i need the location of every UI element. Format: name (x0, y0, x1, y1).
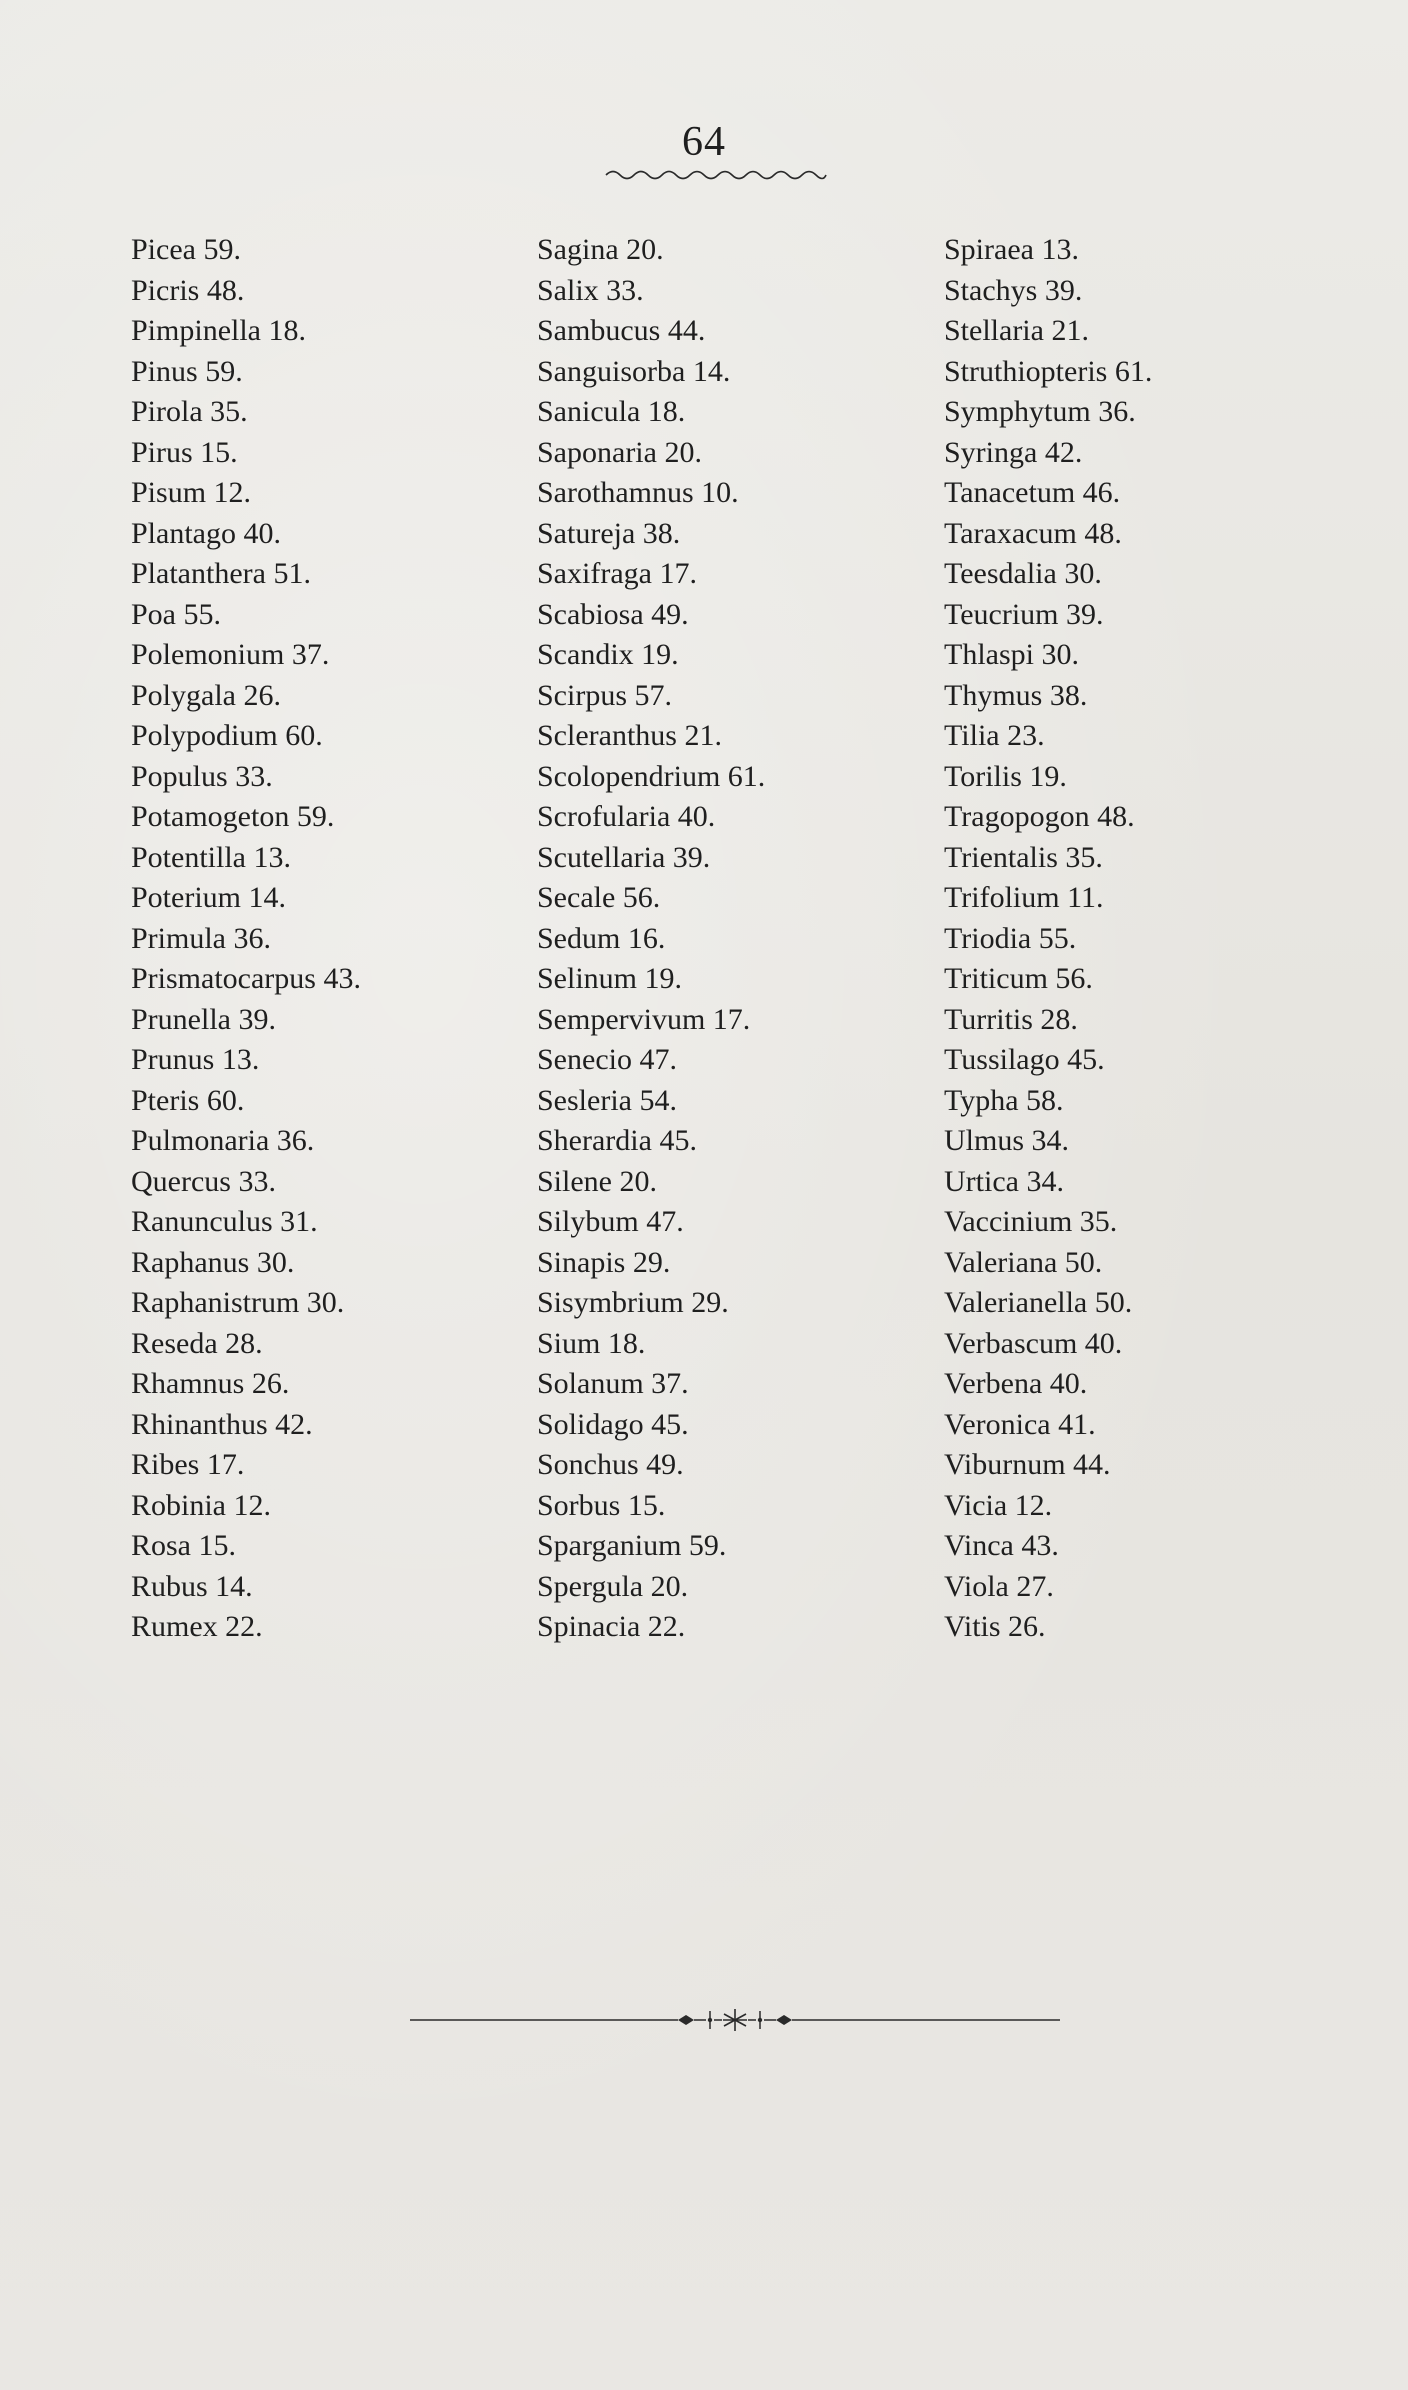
index-entry: Prunus 13. (131, 1043, 260, 1076)
index-entry: Rubus 14. (131, 1569, 253, 1603)
index-entry: Prunella 39. (131, 1002, 276, 1036)
index-entry: Robinia 12. (131, 1488, 271, 1522)
index-entry: Sanguisorba 14. (537, 354, 731, 388)
index-entry: Verbascum 40. (944, 1326, 1123, 1360)
page-number: 64 (682, 119, 726, 165)
index-entry: Picris 48. (131, 273, 245, 307)
index-entry: Senecio 47. (537, 1043, 677, 1076)
index-entry: Vicia 12. (944, 1488, 1053, 1522)
index-entry: Sherardia 45. (537, 1124, 697, 1157)
index-entry: Saponaria 20. (537, 435, 702, 469)
index-entry: Syringa 42. (944, 435, 1083, 469)
index-entry: Teesdalia 30. (944, 557, 1102, 590)
index-entry: Scabiosa 49. (537, 597, 689, 631)
index-column-3 (944, 230, 1152, 1648)
index-entry: Trifolium 11. (944, 881, 1104, 914)
index-entry: Plantago 40. (131, 516, 281, 550)
index-entry: Solanum 37. (537, 1367, 689, 1400)
index-entry: Raphanus 30. (131, 1245, 295, 1279)
index-entry: Silybum 47. (537, 1205, 684, 1238)
index-entry: Tragopogon 48. (944, 800, 1135, 833)
index-entry: Sorbus 15. (537, 1488, 666, 1522)
index-entry: Polypodium 60. (131, 719, 323, 752)
index-entry: Saxifraga 17. (537, 557, 697, 590)
index-entry: Sanicula 18. (537, 395, 686, 428)
index-entry: Potentilla 13. (131, 840, 291, 874)
index-entry: Rhamnus 26. (131, 1367, 290, 1400)
index-entry: Viola 27. (944, 1569, 1054, 1603)
index-entry: Reseda 28. (131, 1326, 263, 1360)
index-entry: Scleranthus 21. (537, 719, 722, 752)
index-entry: Sarothamnus 10. (537, 476, 739, 509)
index-entry: Scolopendrium 61. (537, 759, 766, 793)
index-entry: Sambucus 44. (537, 314, 706, 347)
index-entry: Platanthera 51. (131, 557, 311, 590)
index-entry: Sempervivum 17. (537, 1002, 751, 1036)
index-entry: Pirola 35. (131, 395, 248, 428)
index-entry: Sagina 20. (537, 233, 664, 266)
index-entry: Rhinanthus 42. (131, 1407, 313, 1441)
index-entry: Turritis 28. (944, 1002, 1078, 1036)
index-entry: Thymus 38. (944, 678, 1088, 712)
wavy-line-icon (604, 166, 828, 184)
index-entry: Silene 20. (537, 1164, 657, 1198)
index-entry: Ulmus 34. (944, 1124, 1070, 1157)
index-entry: Sium 18. (537, 1326, 646, 1360)
index-entry: Triodia 55. (944, 921, 1077, 955)
index-entry: Sonchus 49. (537, 1448, 684, 1481)
index-entry: Scandix 19. (537, 638, 679, 671)
index-entry: Poa 55. (131, 597, 221, 631)
index-entry: Pteris 60. (131, 1083, 245, 1117)
index-entry: Poterium 14. (131, 881, 286, 914)
index-entry: Torilis 19. (944, 759, 1067, 793)
index-entry: Valeriana 50. (944, 1245, 1103, 1279)
index-entry: Sedum 16. (537, 921, 666, 955)
ornamental-divider-icon (410, 2000, 1060, 2040)
index-entry: Salix 33. (537, 273, 644, 307)
index-entry: Urtica 34. (944, 1164, 1064, 1198)
index-column-2 (537, 230, 765, 1648)
index-entry: Stachys 39. (944, 273, 1083, 307)
index-entry: Stellaria 21. (944, 314, 1089, 347)
index-entry: Thlaspi 30. (944, 638, 1079, 671)
index-entry: Primula 36. (131, 921, 271, 955)
index-entry: Veronica 41. (944, 1407, 1096, 1441)
index-entry: Ribes 17. (131, 1448, 245, 1481)
index-entry: Sisymbrium 29. (537, 1286, 729, 1319)
index-entry: Taraxacum 48. (944, 516, 1122, 550)
index-entry: Potamogeton 59. (131, 800, 335, 833)
index-entry: Rosa 15. (131, 1529, 236, 1562)
index-entry: Pulmonaria 36. (131, 1124, 315, 1157)
index-entry: Spergula 20. (537, 1569, 689, 1603)
index-entry: Valerianella 50. (944, 1286, 1133, 1319)
index-entry: Ranunculus 31. (131, 1205, 318, 1238)
index-entry: Tussilago 45. (944, 1043, 1105, 1076)
index-entry: Pirus 15. (131, 435, 238, 469)
index-entry: Viburnum 44. (944, 1448, 1111, 1481)
index-entry: Polygala 26. (131, 678, 281, 712)
index-entry: Verbena 40. (944, 1367, 1088, 1400)
index-entry: Trientalis 35. (944, 840, 1103, 874)
index-entry: Pisum 12. (131, 476, 252, 509)
index-entry: Satureja 38. (537, 516, 681, 550)
index-column-1 (131, 230, 361, 1648)
index-entry: Vitis 26. (944, 1610, 1046, 1643)
index-entry: Raphanistrum 30. (131, 1286, 345, 1319)
index-entry: Quercus 33. (131, 1164, 276, 1198)
index-entry: Spinacia 22. (537, 1610, 686, 1643)
index-entry: Prismatocarpus 43. (131, 962, 361, 995)
index-entry: Teucrium 39. (944, 597, 1104, 631)
index-entry: Secale 56. (537, 881, 661, 914)
index-entry: Tanacetum 46. (944, 476, 1121, 509)
index-entry: Populus 33. (131, 759, 273, 793)
index-entry: Sesleria 54. (537, 1083, 677, 1117)
index-entry: Polemonium 37. (131, 638, 330, 671)
index-entry: Symphytum 36. (944, 395, 1136, 428)
index-entry: Sinapis 29. (537, 1245, 671, 1279)
index-entry: Pimpinella 18. (131, 314, 306, 347)
index-entry: Solidago 45. (537, 1407, 689, 1441)
index-entry: Vinca 43. (944, 1529, 1059, 1562)
index-entry: Rumex 22. (131, 1610, 263, 1643)
index-entry: Vaccinium 35. (944, 1205, 1118, 1238)
index-entry: Pinus 59. (131, 354, 243, 388)
index-entry: Spiraea 13. (944, 233, 1079, 266)
index-entry: Picea 59. (131, 233, 241, 266)
index-entry: Scirpus 57. (537, 678, 672, 712)
index-entry: Typha 58. (944, 1083, 1064, 1117)
index-entry: Scrofularia 40. (537, 800, 716, 833)
index-entry: Struthiopteris 61. (944, 354, 1153, 388)
index-entry: Scutellaria 39. (537, 840, 711, 874)
index-entry: Sparganium 59. (537, 1529, 727, 1562)
index-entry: Tilia 23. (944, 719, 1045, 752)
index-entry: Selinum 19. (537, 962, 683, 995)
index-columns (0, 230, 1408, 1830)
index-entry: Triticum 56. (944, 962, 1093, 995)
